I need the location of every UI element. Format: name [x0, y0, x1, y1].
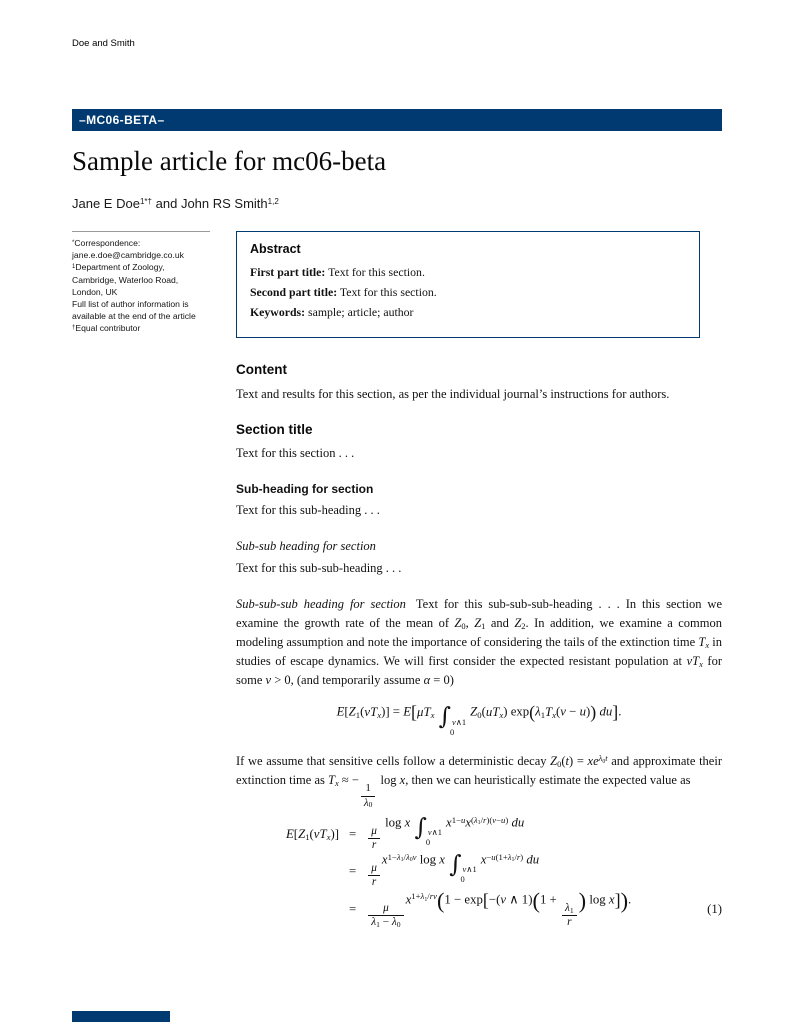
content-paragraph: Text and results for this section, as per the individual journal’s instructions for authors. [236, 386, 670, 401]
running-head: Doe and Smith [72, 38, 135, 49]
abstract-row-text: Text for this section. [328, 265, 425, 279]
abstract-row-first-part [250, 265, 686, 280]
equal-contributor-note: †Equal contributor [72, 323, 141, 334]
abstract-row-label: First part title: [250, 265, 326, 279]
affiliation-line: Cambridge, Waterloo Road, [72, 274, 179, 285]
after-equation-paragraph: If we assume that sensitive cells follow a deterministic decay $Z_0(t) = xe^{\lambda_0t}$ and approximate their extinction time as $T_x$ ≈ − $\frac{1}{\lambda_0}$ log x, then we can heuristically estimate the expected value as [236, 753, 722, 810]
runin-paragraph [236, 595, 722, 690]
author-info-note: available at the end of the article [72, 311, 196, 322]
article-title: Sample article for mc06-beta [72, 146, 387, 176]
equation-rhs: $\frac{\mu}{\lambda_1 - \lambda_0}$ $x^{1+\lambda_1/rv}(1 - \exp[-(v$ ∧ 1)(1 + $\frac{\lambda_1}{r}$ ) log x]). [366, 890, 631, 930]
equation-row [236, 849, 722, 890]
equation-row [236, 812, 722, 853]
equation-relation: = [349, 863, 357, 878]
affiliation-line: London, UK [72, 286, 118, 297]
affiliation-line: $^1$Department of Zoology, [72, 262, 165, 273]
authors-line: Jane E Doe$^{1*\dagger}$ and John RS Smith$^{1,2}$ [72, 196, 279, 211]
equation-array [236, 812, 722, 930]
footer-accent-bar [72, 1011, 170, 1022]
abstract-row-text: sample; article; author [308, 305, 414, 319]
subsection-paragraph: Text for this sub-heading . . . [236, 503, 380, 518]
subsubsection-paragraph: Text for this sub-sub-heading . . . [236, 561, 402, 576]
margin-rule [72, 231, 210, 232]
subsubsection-heading: Sub-sub heading for section [236, 539, 376, 554]
correspondence-email: jane.e.doe@cambridge.co.uk [72, 250, 184, 261]
abstract-row-second-part [250, 285, 686, 300]
section-heading: Section title [236, 421, 313, 437]
abstract-heading: Abstract [250, 242, 301, 256]
section-paragraph: Text for this section . . . [236, 446, 355, 461]
abstract-row-text: Text for this section. [339, 285, 437, 299]
equation-number: (1) [707, 902, 722, 917]
abstract-box [236, 231, 700, 338]
equation-rhs: $\frac{\mu}{r}$ log x ∫ v∧1 0 $x^{1-u}x^{(\lambda_1/r)(v-u)}$ du [366, 816, 524, 853]
display-equation-1: $E[Z_1(vT_x)] = E[\mu T_x$ ∫ v∧1 0 $Z_0(uT_x) \exp(\lambda_1T_x(v - u))$ du]. [336, 702, 622, 737]
equation-relation: = [349, 902, 357, 917]
margin-notes [72, 231, 214, 335]
runin-text: Text for this sub-sub-sub-heading . . . In this section we examine the growth rate of the mean of $Z_0$, $Z_1$ and $Z_2$. In addition, we examine a common modeling assumption and note the importance of considering the tails of the extinction time $T_x$ in studies of escape dynamics. We will first consider the expected resistant population at $vT_x$ for some v > 0, (and temporarily assume α = 0) [236, 597, 722, 688]
equation-lhs: $E[Z_1(vT_x)]$ [285, 826, 339, 843]
runin-heading: Sub-sub-sub heading for section [236, 597, 406, 612]
abstract-row-keywords [250, 305, 686, 320]
subsection-heading: Sub-heading for section [236, 482, 374, 497]
correspondence-label: *Correspondence: [72, 238, 141, 248]
abstract-row-label: Second part title: [250, 285, 338, 299]
content-heading: Content [236, 362, 287, 377]
equation-relation: = [349, 826, 357, 841]
equation-rhs: $\frac{\mu}{r}$ $x^{1-\lambda_1/\lambda_0v}$ log x ∫ v∧1 0 $x^{-u(1+\lambda_1/r)}$ du [366, 853, 539, 890]
abstract-row-label: Keywords: [250, 305, 306, 319]
journal-banner [72, 109, 722, 131]
equation-row [236, 887, 722, 930]
article-body [236, 360, 722, 930]
author-info-note: Full list of author information is [72, 299, 189, 310]
banner-text: –MC06-BETA– [79, 113, 165, 127]
